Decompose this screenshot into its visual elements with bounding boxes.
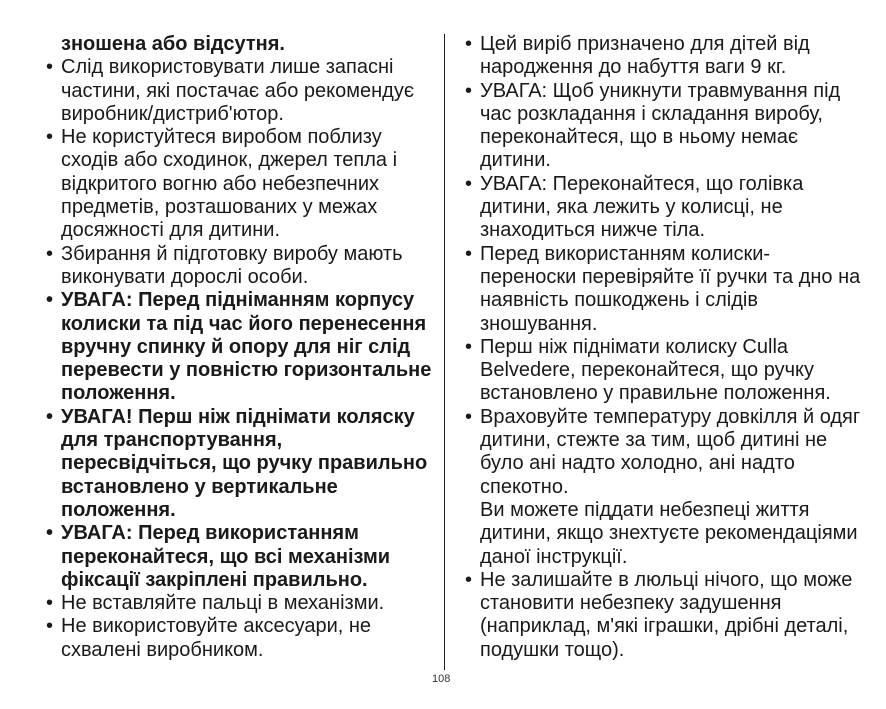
list-item: • Не користуйтеся виробом поблизу сходів або сходинок, джерел тепла і відкритого вогню або небезпечних предметів, розташованих у межах досяжності для дитини.	[44, 126, 436, 242]
list-item: • УВАГА: Щоб уникнути травмування під час розкладання і складання виробу, переконайтеся, що в ньому немає дитини.	[463, 80, 861, 173]
warning-item: • УВАГА: Перед підніманням корпусу колиски та під час його перенесення вручну спинку й опору для ніг слід перевести у повністю горизонтальне положення.	[44, 289, 436, 405]
list-item: • Збирання й підготовку виробу мають виконувати дорослі особи.	[44, 243, 436, 290]
right-column	[463, 33, 861, 662]
continuation-text: зношена або відсутня.	[61, 33, 285, 55]
list-item: • Враховуйте температуру довкілля й одяг дитини, стежте за тим, щоб дитині не було ані надто холодно, ані надто спекотно.	[463, 406, 861, 499]
list-item: • Перед використанням колиски-переноски перевіряйте її ручки та дно на наявність пошкоджень і слідів зношування.	[463, 243, 861, 336]
list-item: • Цей виріб призначено для дітей від народження до набуття ваги 9 кг.	[463, 33, 861, 80]
list-item: • УВАГА: Переконайтеся, що голівка дитини, яка лежить у колисці, не знаходиться нижче тіла.	[463, 173, 861, 243]
list-item: • Слід використовувати лише запасні частини, які постачає або рекомендує виробник/дистриб'ютор.	[44, 56, 436, 126]
list-item: • Не вставляйте пальці в механізми.	[44, 592, 436, 615]
list-item: • Не використовуйте аксесуари, не схвалені виробником.	[44, 615, 436, 662]
column-divider	[444, 34, 445, 670]
list-item: • Не залишайте в люльці нічого, що може становити небезпеку задушення (наприклад, м'які іграшки, дрібні деталі, подушки тощо).	[463, 569, 861, 662]
warning-item: • УВАГА! Перш ніж піднімати коляску для транспортування, пересвідчіться, що ручку правильно встановлено у вертикальне положення.	[44, 406, 436, 522]
warning-paragraph: Ви можете піддати небезпеці життя дитини, якщо знехтуєте рекомендаціями даної інструкції.	[480, 498, 858, 568]
left-column	[44, 33, 436, 662]
page-number: 108	[432, 673, 451, 685]
warning-item: • УВАГА: Перед використанням переконайтеся, що всі механізми фіксації закріплені правильно.	[44, 522, 436, 592]
list-item: • Перш ніж піднімати колиску Culla Belvedere, переконайтеся, що ручку встановлено у правильне положення.	[463, 336, 861, 406]
